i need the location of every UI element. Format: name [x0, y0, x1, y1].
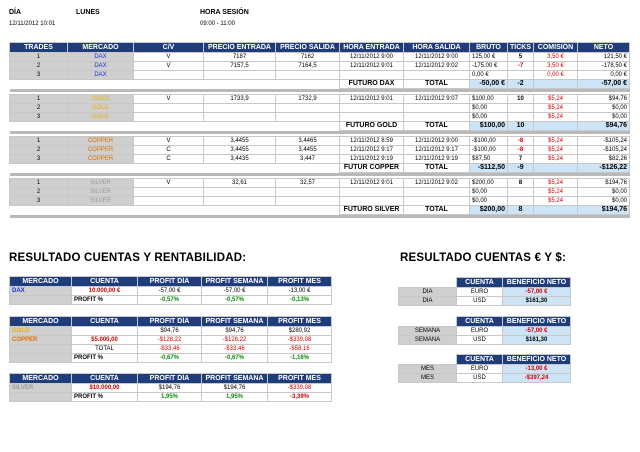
trade-ticks: -8	[508, 146, 534, 155]
rent-col-profit-dia: PROFIT DÍA	[138, 317, 202, 327]
trades-header-row	[10, 43, 630, 53]
eur-value: -57,00 €	[503, 288, 571, 297]
eur-value: $161,30	[503, 297, 571, 306]
dia-label: DÍA	[9, 9, 22, 16]
trade-exit-time: 12/11/2012 9:00	[404, 53, 470, 62]
rent-mercado-copper: COPPER	[10, 336, 72, 345]
trade-entry-time: 12/11/2012 8:59	[340, 137, 404, 146]
trade-cv: C	[134, 146, 204, 155]
trade-number: 1	[10, 137, 68, 146]
trade-bruto: $100,00	[470, 95, 508, 104]
trade-cv: V	[134, 62, 204, 71]
trade-neto: 121,50 €	[578, 53, 630, 62]
empty-cell	[204, 104, 276, 113]
trade-market: GOLD	[68, 104, 134, 113]
col-hora-entrada: HORA ENTRADA	[340, 43, 404, 53]
empty-cell	[404, 113, 470, 122]
trade-exit-price: 7164,5	[276, 62, 340, 71]
trade-market: GOLD	[68, 95, 134, 104]
trade-ticks: -7	[508, 62, 534, 71]
trade-market: DAX	[68, 62, 134, 71]
eur-cuenta: EURO	[457, 327, 503, 336]
eur-col-cuenta: CUENTA	[457, 317, 503, 327]
total-neto: $94,76	[578, 122, 630, 131]
total-neto: $194,76	[578, 206, 630, 215]
empty-cell	[134, 188, 204, 197]
empty-cell	[134, 113, 204, 122]
total-row	[10, 80, 630, 89]
trade-bruto: $87,50	[470, 155, 508, 164]
trade-comision: $5,24	[534, 197, 578, 206]
trade-exit-time: 12/11/2012 9:17	[404, 146, 470, 155]
trade-exit-price: 3,4465	[276, 137, 340, 146]
resultado-eur-title: RESULTADO CUENTAS € Y $:	[400, 252, 567, 264]
trade-entry-time: 12/11/2012 9:01	[340, 95, 404, 104]
eur-cuenta: EURO	[457, 365, 503, 374]
rent-pdia: -0,57%	[138, 296, 202, 305]
trade-comision: $5,24	[534, 188, 578, 197]
trade-bruto: $0,00	[470, 197, 508, 206]
trade-number: 2	[10, 146, 68, 155]
trade-row	[10, 95, 630, 104]
trade-comision: 0,00 €	[534, 71, 578, 80]
total-word: TOTAL	[404, 206, 470, 215]
empty-cell	[404, 71, 470, 80]
col-cv: C/V	[134, 43, 204, 53]
trade-neto: -178,50 €	[578, 62, 630, 71]
total-bruto: $100,00	[470, 122, 508, 131]
empty-cell	[508, 113, 534, 122]
empty-cell	[508, 104, 534, 113]
rent-pmes: -3,39%	[268, 393, 332, 402]
rent-dia: $194,76	[138, 384, 202, 393]
trade-entry-time: 12/11/2012 9:19	[340, 155, 404, 164]
trade-number: 3	[10, 197, 68, 206]
trade-neto: $194,76	[578, 179, 630, 188]
rent-col-profit-dia: PROFIT DÍA	[138, 374, 202, 384]
resultado-rent-title: RESULTADO CUENTAS Y RENTABILIDAD:	[9, 252, 247, 264]
trade-number: 2	[10, 188, 68, 197]
trade-market: DAX	[68, 71, 134, 80]
empty-cell	[134, 104, 204, 113]
trade-cv: V	[134, 179, 204, 188]
trade-bruto: $0,00	[470, 104, 508, 113]
rent-dia: -$128,22	[138, 336, 202, 345]
col-mercado: MERCADO	[68, 43, 134, 53]
trade-exit-time: 12/11/2012 9:00	[404, 137, 470, 146]
trade-entry-price: 1733,9	[204, 95, 276, 104]
rent-profit-label: PROFIT %	[72, 393, 138, 402]
blank	[10, 345, 72, 354]
col-comision: COMISIÓN	[534, 43, 578, 53]
trade-entry-time: 12/11/2012 9:00	[340, 53, 404, 62]
rent-semana: -$33,46	[202, 345, 268, 354]
trade-number: 1	[10, 53, 68, 62]
total-row	[10, 122, 630, 131]
trade-neto: $0,00	[578, 188, 630, 197]
trade-number: 3	[10, 113, 68, 122]
trade-market: COPPER	[68, 155, 134, 164]
eur-value: $161,30	[503, 336, 571, 345]
total-word: TOTAL	[404, 80, 470, 89]
trade-market: COPPER	[68, 137, 134, 146]
rent-mes: -13,00 €	[268, 287, 332, 296]
trade-neto: -$105,24	[578, 137, 630, 146]
rent-col-profit-dia: PROFIT DÍA	[138, 277, 202, 287]
empty-cell	[204, 197, 276, 206]
rent-psemana: -0,57%	[202, 296, 268, 305]
eur-period-label: MES	[399, 365, 457, 374]
trade-entry-price: 3,4435	[204, 155, 276, 164]
total-label: FUTURO DAX	[340, 80, 404, 89]
trade-bruto: -$100,00	[470, 137, 508, 146]
trade-number: 2	[10, 104, 68, 113]
rent-pdia: 1,95%	[138, 393, 202, 402]
blank	[534, 122, 578, 131]
empty-cell	[508, 71, 534, 80]
trade-comision: 3,50 €	[534, 62, 578, 71]
trade-entry-price: 3,4455	[204, 137, 276, 146]
trade-bruto: $200,00	[470, 179, 508, 188]
trade-cv: C	[134, 155, 204, 164]
rent-col-profit-semana: PROFIT SEMANA	[202, 317, 268, 327]
rent-dia: -$33,46	[138, 345, 202, 354]
trade-comision: $5,24	[534, 146, 578, 155]
eur-value: -$397,24	[503, 374, 571, 383]
rent-mes: $280,92	[268, 327, 332, 336]
trade-entry-price: 7187	[204, 53, 276, 62]
trade-cv: V	[134, 53, 204, 62]
trade-row	[10, 71, 630, 80]
eur-cuenta: USD	[457, 297, 503, 306]
blank	[10, 206, 340, 215]
rent-profit-label: PROFIT %	[72, 296, 138, 305]
col-precio-entrada: PRECIO ENTRADA	[204, 43, 276, 53]
rent-pdia: -0,67%	[138, 354, 202, 363]
trade-entry-price: 7157,5	[204, 62, 276, 71]
rent-semana: $194,76	[202, 384, 268, 393]
trade-exit-price: 7162	[276, 53, 340, 62]
col-bruto: BRUTO	[470, 43, 508, 53]
trade-ticks: 7	[508, 155, 534, 164]
trade-number: 1	[10, 179, 68, 188]
rent-semana: $94,76	[202, 327, 268, 336]
total-ticks: -9	[508, 164, 534, 173]
rent-semana: -57,00 €	[202, 287, 268, 296]
rent-mes: -$58,16	[268, 345, 332, 354]
trade-neto: $0,00	[578, 104, 630, 113]
blank	[399, 355, 457, 365]
empty-cell	[276, 104, 340, 113]
trade-cv: V	[134, 137, 204, 146]
trade-row	[10, 137, 630, 146]
trade-market: GOLD	[68, 113, 134, 122]
total-bruto: -50,00 €	[470, 80, 508, 89]
total-label: FUTUR COPPER	[340, 164, 404, 173]
trade-exit-price: 3,447	[276, 155, 340, 164]
sesion-value: 09:00 - 11:00	[200, 21, 235, 27]
eur-col-cuenta: CUENTA	[457, 355, 503, 365]
eur-col-beneficio: BENEFICIO NETO	[503, 317, 571, 327]
trade-neto: $0,00	[578, 197, 630, 206]
trade-bruto: $0,00	[470, 188, 508, 197]
empty-cell	[276, 197, 340, 206]
rent-col-profit-semana: PROFIT SEMANA	[202, 374, 268, 384]
eur-period-label: MES	[399, 374, 457, 383]
eur-mes-table	[398, 354, 571, 383]
trade-exit-time: 12/11/2012 9:02	[404, 62, 470, 71]
empty-cell	[340, 197, 404, 206]
eur-dia-table	[398, 277, 571, 306]
empty-cell	[276, 71, 340, 80]
rent-col-mercado: MERCADO	[10, 277, 72, 287]
trade-comision: $5,24	[534, 104, 578, 113]
eur-period-label: DÍA	[399, 297, 457, 306]
rent-profit-label: PROFIT %	[72, 354, 138, 363]
blank	[399, 278, 457, 288]
trade-comision: $5,24	[534, 113, 578, 122]
eur-value: -13,00 €	[503, 365, 571, 374]
rent-col-cuenta: CUENTA	[72, 374, 138, 384]
trade-row	[10, 155, 630, 164]
trade-row	[10, 113, 630, 122]
empty-cell	[404, 188, 470, 197]
trade-bruto: 0,00 €	[470, 71, 508, 80]
empty-cell	[340, 113, 404, 122]
trade-bruto: 125,00 €	[470, 53, 508, 62]
trade-row	[10, 188, 630, 197]
blank	[534, 206, 578, 215]
trade-row	[10, 62, 630, 71]
dia-value: LUNES	[76, 9, 100, 16]
rent-col-profit-mes: PROFIT MES	[268, 277, 332, 287]
total-neto: -$126,22	[578, 164, 630, 173]
rent-cuenta: 10.000,00 €	[72, 287, 138, 296]
trade-number: 3	[10, 71, 68, 80]
rent-mes: -$339,08	[268, 384, 332, 393]
empty-cell	[340, 188, 404, 197]
col-precio-salida: PRECIO SALIDA	[276, 43, 340, 53]
trade-bruto: -175,00 €	[470, 62, 508, 71]
eur-cuenta: EURO	[457, 288, 503, 297]
eur-period-label: SEMANA	[399, 327, 457, 336]
trade-number: 1	[10, 95, 68, 104]
total-row	[10, 164, 630, 173]
blank	[10, 354, 72, 363]
eur-col-beneficio: BENEFICIO NETO	[503, 355, 571, 365]
rent-mes: -$339,08	[268, 336, 332, 345]
trade-neto: -$105,24	[578, 146, 630, 155]
total-bruto: -$112,50	[470, 164, 508, 173]
empty-cell	[340, 71, 404, 80]
sesion-label: HORA SESIÓN	[200, 9, 249, 16]
trade-exit-price: 1732,9	[276, 95, 340, 104]
rent-col-mercado: MERCADO	[10, 374, 72, 384]
blank	[399, 317, 457, 327]
trade-ticks: 8	[508, 179, 534, 188]
rent-psemana: -0,67%	[202, 354, 268, 363]
trade-exit-price: 32,57	[276, 179, 340, 188]
empty-cell	[134, 197, 204, 206]
trade-ticks: 5	[508, 53, 534, 62]
trade-entry-time: 12/11/2012 9:17	[340, 146, 404, 155]
rent-dia: $94,76	[138, 327, 202, 336]
col-ticks: TICKS	[508, 43, 534, 53]
trade-market: SILVER	[68, 197, 134, 206]
trade-comision: 3,50 €	[534, 53, 578, 62]
trade-row	[10, 197, 630, 206]
rent-silver-table	[9, 373, 332, 402]
rent-pmes: -1,16%	[268, 354, 332, 363]
eur-col-cuenta: CUENTA	[457, 278, 503, 288]
trade-cv: V	[134, 95, 204, 104]
trade-exit-time: 12/11/2012 9:19	[404, 155, 470, 164]
trade-entry-price: 3,4455	[204, 146, 276, 155]
empty-cell	[276, 188, 340, 197]
blank	[10, 122, 340, 131]
eur-semana-table	[398, 316, 571, 345]
trade-entry-time: 12/11/2012 9:01	[340, 62, 404, 71]
total-label: FUTURO GOLD	[340, 122, 404, 131]
rent-dax-table	[9, 276, 332, 305]
empty-cell	[204, 113, 276, 122]
eur-period-label: SEMANA	[399, 336, 457, 345]
trade-exit-price: 3,4455	[276, 146, 340, 155]
rent-col-cuenta: CUENTA	[72, 277, 138, 287]
empty-cell	[340, 104, 404, 113]
blank	[10, 393, 72, 402]
total-ticks: 8	[508, 206, 534, 215]
empty-cell	[204, 188, 276, 197]
blank	[534, 80, 578, 89]
trade-comision: $5,24	[534, 179, 578, 188]
trade-row	[10, 53, 630, 62]
empty-cell	[508, 188, 534, 197]
trade-number: 3	[10, 155, 68, 164]
total-bruto: $200,00	[470, 206, 508, 215]
total-label: FUTURO SILVER	[340, 206, 404, 215]
blank	[10, 296, 72, 305]
eur-cuenta: USD	[457, 374, 503, 383]
trade-exit-time: 12/11/2012 9:07	[404, 95, 470, 104]
trade-market: DAX	[68, 53, 134, 62]
trade-number: 2	[10, 62, 68, 71]
col-neto: NETO	[578, 43, 630, 53]
rent-mercado-gold: GOLD	[10, 327, 72, 336]
trade-row	[10, 179, 630, 188]
blank	[72, 327, 138, 336]
rent-goldcopper-table	[9, 316, 332, 363]
rent-psemana: 1,95%	[202, 393, 268, 402]
total-neto: -57,00 €	[578, 80, 630, 89]
rent-mercado: DAX	[10, 287, 72, 296]
total-word: TOTAL	[404, 164, 470, 173]
trade-entry-time: 12/11/2012 9:01	[340, 179, 404, 188]
trade-comision: $5,24	[534, 95, 578, 104]
trade-neto: 0,00 €	[578, 71, 630, 80]
trade-market: COPPER	[68, 146, 134, 155]
empty-cell	[134, 71, 204, 80]
rent-col-profit-mes: PROFIT MES	[268, 317, 332, 327]
trade-bruto: $0,00	[470, 113, 508, 122]
trade-bruto: -$100,00	[470, 146, 508, 155]
empty-cell	[204, 71, 276, 80]
total-ticks: 10	[508, 122, 534, 131]
eur-cuenta: USD	[457, 336, 503, 345]
total-row	[10, 206, 630, 215]
trade-ticks: 10	[508, 95, 534, 104]
trade-neto: $0,00	[578, 113, 630, 122]
rent-pmes: -0,13%	[268, 296, 332, 305]
trades-table	[9, 42, 630, 218]
rent-dia: -57,00 €	[138, 287, 202, 296]
trade-neto: $94,76	[578, 95, 630, 104]
eur-period-label: DÍA	[399, 288, 457, 297]
trade-row	[10, 146, 630, 155]
total-ticks: -2	[508, 80, 534, 89]
rent-col-profit-mes: PROFIT MES	[268, 374, 332, 384]
blank	[534, 164, 578, 173]
rent-cuenta: $5.000,00	[72, 336, 138, 345]
col-trades: TRADES	[10, 43, 68, 53]
empty-cell	[508, 197, 534, 206]
rent-cuenta: $10.000,00	[72, 384, 138, 393]
trade-exit-time: 12/11/2012 9:02	[404, 179, 470, 188]
rent-col-cuenta: CUENTA	[72, 317, 138, 327]
empty-cell	[276, 113, 340, 122]
trade-entry-price: 32,61	[204, 179, 276, 188]
blank	[10, 80, 340, 89]
separator	[10, 215, 630, 219]
rent-col-profit-semana: PROFIT SEMANA	[202, 277, 268, 287]
trade-market: SILVER	[68, 179, 134, 188]
trade-neto: $82,26	[578, 155, 630, 164]
rent-semana: -$128,22	[202, 336, 268, 345]
trade-comision: $5,24	[534, 155, 578, 164]
eur-col-beneficio: BENEFICIO NETO	[503, 278, 571, 288]
empty-cell	[404, 197, 470, 206]
eur-value: -57,00 €	[503, 327, 571, 336]
rent-mercado: SILVER	[10, 384, 72, 393]
fecha: 12/11/2012 10:01	[9, 21, 56, 27]
rent-col-mercado: MERCADO	[10, 317, 72, 327]
trade-row	[10, 104, 630, 113]
trade-market: SILVER	[68, 188, 134, 197]
col-hora-salida: HORA SALIDA	[404, 43, 470, 53]
rent-total-label: TOTAL	[72, 345, 138, 354]
trade-ticks: -8	[508, 137, 534, 146]
total-word: TOTAL	[404, 122, 470, 131]
blank	[10, 164, 340, 173]
trade-comision: $5,24	[534, 137, 578, 146]
empty-cell	[404, 104, 470, 113]
